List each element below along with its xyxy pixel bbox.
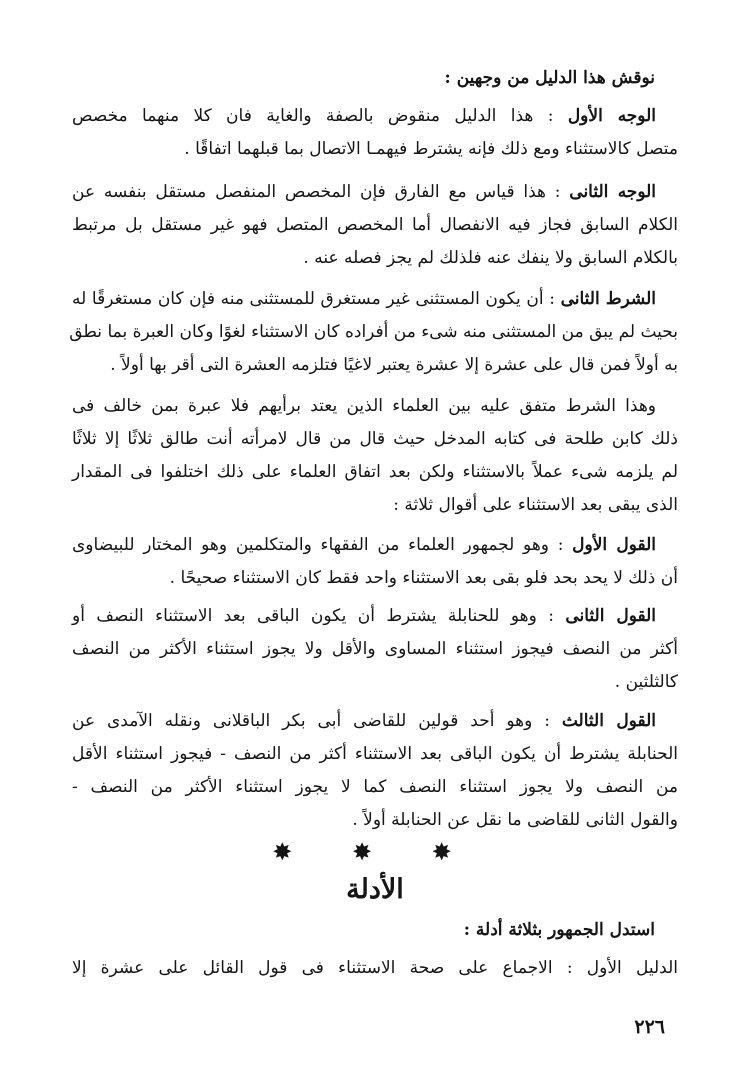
paragraph-label: القول الثالث — [561, 711, 657, 731]
paragraph-text: : هذا قياس مع الفارق فإن المخصص المنفصل مستقل بنفسه عن — [72, 182, 570, 202]
paragraph-line: الذى يبقى بعد الاستثناء على أقوال ثلاثة : — [393, 495, 678, 515]
paragraph-line — [72, 600, 678, 633]
paragraph-first-aspect — [72, 100, 678, 166]
paragraph-line: متصل كالاستثناء ومع ذلك فإنه يشترط فيهمـا الاتصال بما قبلهما اتفاقًا . — [184, 139, 678, 159]
paragraph-line: وهذا الشرط متفق عليه بين العلماء الذين يعتد برأيهم فلا عبرة بمن خالف فى — [72, 396, 656, 416]
page-number: ٢٢٦ — [634, 1016, 665, 1038]
paragraph-text: : وهو لجمهور العلماء من الفقهاء والمتكلمين وهو المختار للبيضاوى — [72, 535, 573, 555]
paragraph-second-condition — [69, 283, 678, 382]
paragraph-line — [72, 176, 678, 209]
paragraph-first-evidence — [72, 952, 678, 985]
page-heading: نوقش هذا الدليل من وجهين : — [444, 68, 655, 88]
paragraph-line: به أولاً فمن قال على عشرة إلا عشرة يعتبر لاغيًا فتلزمه العشرة التى أقر بها أولاً . — [110, 355, 678, 375]
paragraph-line: كالثلثين . — [614, 672, 678, 692]
paragraph-line: من النصف ولا يجوز استثناء النصف كما لا يجوز استثناء الأكثر من النصف - — [72, 777, 678, 797]
paragraph-line: بالكلام السابق ولا ينفك عنه فلذلك لم يجز فصله عنه . — [303, 248, 678, 268]
paragraph-label: الوجه الأول — [567, 106, 656, 126]
paragraph-line — [72, 100, 678, 133]
paragraph-line: لم يلزمه شىء عملاً بالاستثناء ولكن بعد اتفاق العلماء على ذلك اختلفوا فى المقدار — [72, 462, 678, 482]
paragraph-line: أكثر من النصف فيجوز استثناء المساوى والأقل ولا يجوز استثناء الأكثر من النصف — [72, 639, 678, 659]
paragraph-line — [72, 529, 678, 562]
paragraph-condition-agreement — [72, 390, 678, 522]
paragraph-line — [72, 705, 678, 738]
section-subheading: استدل الجمهور بثلاثة أدلة : — [463, 920, 655, 940]
paragraph-second-aspect — [72, 176, 678, 275]
paragraph-second-opinion — [72, 600, 678, 699]
paragraph-first-opinion — [72, 529, 678, 595]
paragraph-text: : وهو للحنابلة يشترط أن يكون الباقى بعد الاستثناء النصف أو — [72, 606, 566, 626]
section-separator: ✸ ✸ ✸ — [272, 838, 478, 866]
paragraph-line: والقول الثانى للقاضى ما نقل عن الحنابلة أولاً . — [352, 810, 678, 830]
paragraph-label: الوجه الثانى — [569, 182, 657, 202]
paragraph-line: أن ذلك لا يحد بحد فلو بقى بعد الاستثناء واحد فقط كان الاستثناء صحيحًا . — [169, 568, 678, 588]
paragraph-text: : وهو أحد قولين للقاضى أبى بكر الباقلانى ونقله الآمدى عن — [72, 711, 562, 731]
section-title: الأدلة — [346, 874, 404, 905]
paragraph-line: بحيث لم يبق من المستثنى منه شىء من أفراده كان الاستثناء لغوًا وكان العبرة بما نطق — [69, 322, 678, 342]
paragraph-line — [72, 283, 678, 316]
paragraph-line: الدليل الأول : الاجماع على صحة الاستثناء فى قول القائل على عشرة إلا — [72, 958, 678, 978]
paragraph-label: القول الأول — [572, 535, 656, 555]
paragraph-label: الشرط الثانى — [560, 289, 656, 309]
paragraph-third-opinion — [72, 705, 678, 837]
paragraph-text: : أن يكون المستثنى غير مستغرق للمستثنى منه فإن كان مستغرقًا له — [72, 289, 561, 309]
paragraph-text: : هذا الدليل منقوض بالصفة والغاية فان كلا منهما مخصص — [72, 106, 568, 126]
paragraph-line: ذلك كابن طلحة فى كتابه المدخل حيث قال من قال لامرأته أنت طالق ثلاثًا إلا ثلاثًا — [72, 429, 678, 449]
paragraph-label: القول الثانى — [565, 606, 656, 626]
paragraph-line: الحنابلة يشترط أن يكون الباقى بعد الاستثناء أكثر من النصف - فيجوز استثناء الأقل — [72, 744, 678, 764]
paragraph-line: الكلام السابق فجاز فيه الانفصال أما المخصص المتصل فهو غير مستقل بل مرتبط — [72, 215, 678, 235]
